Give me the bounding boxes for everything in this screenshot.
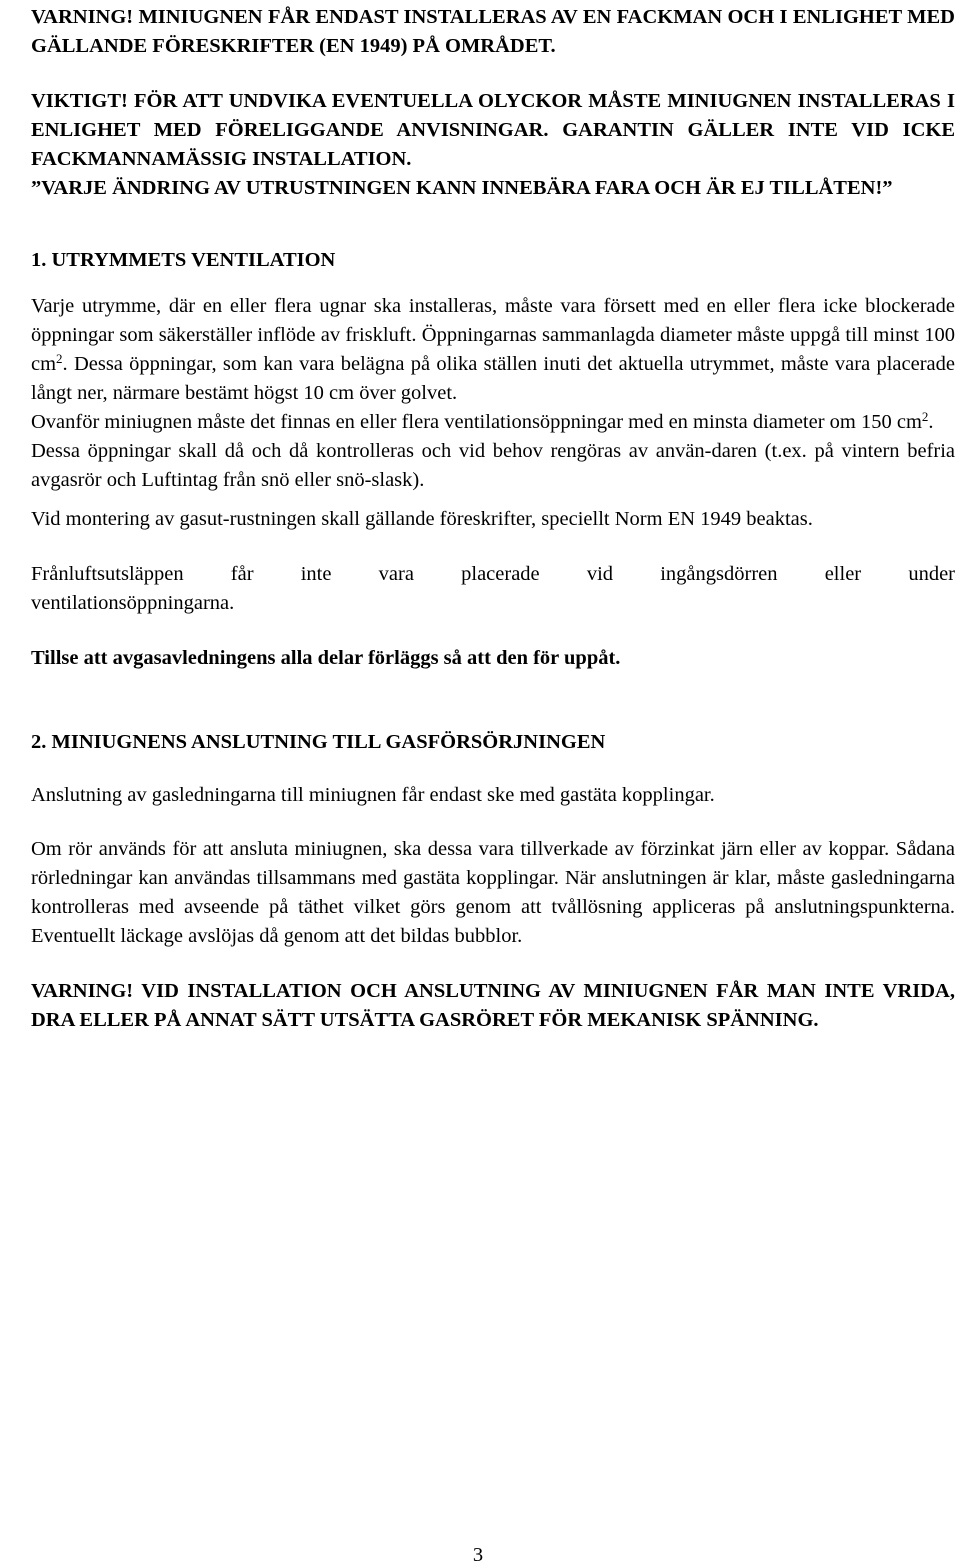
- section-1-paragraph-upper-openings: [31, 408, 955, 437]
- section-2-title: MINIUGNENS ANSLUTNING TILL GASFÖRSÖRJNINGEN: [51, 731, 606, 753]
- text-run: .: [928, 411, 934, 433]
- text-run: . Dessa öppningar, som kan vara belägna på olika ställen inuti det aktuella utrymmet, måste vara placerade långt ner, närmare bestämt högst 10 cm över golvet.: [31, 353, 955, 404]
- text-line: ventilationsöppningarna.: [31, 592, 235, 614]
- section-1-heading: [31, 246, 955, 275]
- section-2-paragraph-couplings: Anslutning av gasledningarna till miniugnen får endast ske med gastäta kopplingar.: [31, 784, 715, 806]
- section-1-paragraph-ventilation: [31, 292, 955, 408]
- page-number: [0, 1542, 960, 1568]
- section-2-warning: VARNING! VID INSTALLATION OCH ANSLUTNING AV MINIUGNEN FÅR MAN INTE VRIDA, DRA ELLER PÅ ANNAT SÄTT UTSÄTTA GASRÖRET FÖR MEKANISK SPÄNNING.: [31, 980, 955, 1031]
- superscript: 2: [921, 409, 929, 424]
- section-1-number: 1.: [31, 249, 47, 271]
- document-page: [31, 0, 955, 1035]
- section-1-paragraph-exhaust: [31, 560, 955, 618]
- text-run: Ovanför miniugnen måste det finnas en eller flera ventilationsöppningar med en minsta diameter om 150 cm: [31, 411, 922, 433]
- warning-no-modification: ”VARJE ÄNDRING AV UTRUSTNINGEN KANN INNEBÄRA FARA OCH ÄR EJ TILLÅTEN!”: [31, 177, 893, 199]
- text-line: Frånluftsutsläppen får inte vara placerade vid ingångsdörren eller under: [31, 563, 955, 585]
- section-2-heading: [31, 728, 955, 757]
- section-1-paragraph-cleaning: Dessa öppningar skall då och då kontrolleras och vid behov rengöras av använ-daren (t.ex. på vintern befria avgasrör och Luftintag från snö eller snö-slask).: [31, 440, 955, 491]
- text-run: Varje utrymme, där en eller flera ugnar ska installeras, måste vara försett med en eller flera icke blockerade öppningar som säkerställer inflöde av friskluft. Öppningarnas sammanlagda diameter måste uppgå till minst 100 cm: [31, 295, 955, 375]
- warning-important-instructions: VIKTIGT! FÖR ATT UNDVIKA EVENTUELLA OLYCKOR MÅSTE MINIUGNEN INSTALLERAS I ENLIGHET MED FÖRELIGGANDE ANVISNINGAR. GARANTIN GÄLLER INTE VID ICKE FACKMANNAMÄSSIG INSTALLATION.: [31, 90, 955, 170]
- superscript: 2: [56, 351, 63, 366]
- section-2-paragraph-pipes: Om rör används för att ansluta miniugnen, ska dessa vara tillverkade av förzinkat järn eller av koppar. Sådana rörledningar kan användas tillsammans med gastäta kopplingar. När anslutningen är klar, måste gasledningarna kontrolleras med avseende på täthet vilket görs genom att tvållösning appliceras på anslutningspunkterna. Eventuellt läckage avslöjas då genom att det bildas bubblor.: [31, 838, 955, 947]
- section-1-title: UTRYMMETS VENTILATION: [51, 249, 336, 271]
- section-1-paragraph-upward: Tillse att avgasavledningens alla delar förläggs så att den för uppåt.: [31, 647, 621, 669]
- page-number-text: 3: [472, 1544, 484, 1566]
- section-1-paragraph-norm: Vid montering av gasut-rustningen skall gällande föreskrifter, speciellt Norm EN 1949 beaktas.: [31, 508, 813, 530]
- section-2-number: 2.: [31, 731, 47, 753]
- warning-installation-professional: VARNING! MINIUGNEN FÅR ENDAST INSTALLERAS AV EN FACKMAN OCH I ENLIGHET MED GÄLLANDE FÖRESKRIFTER (EN 1949) PÅ OMRÅDET.: [31, 6, 955, 57]
